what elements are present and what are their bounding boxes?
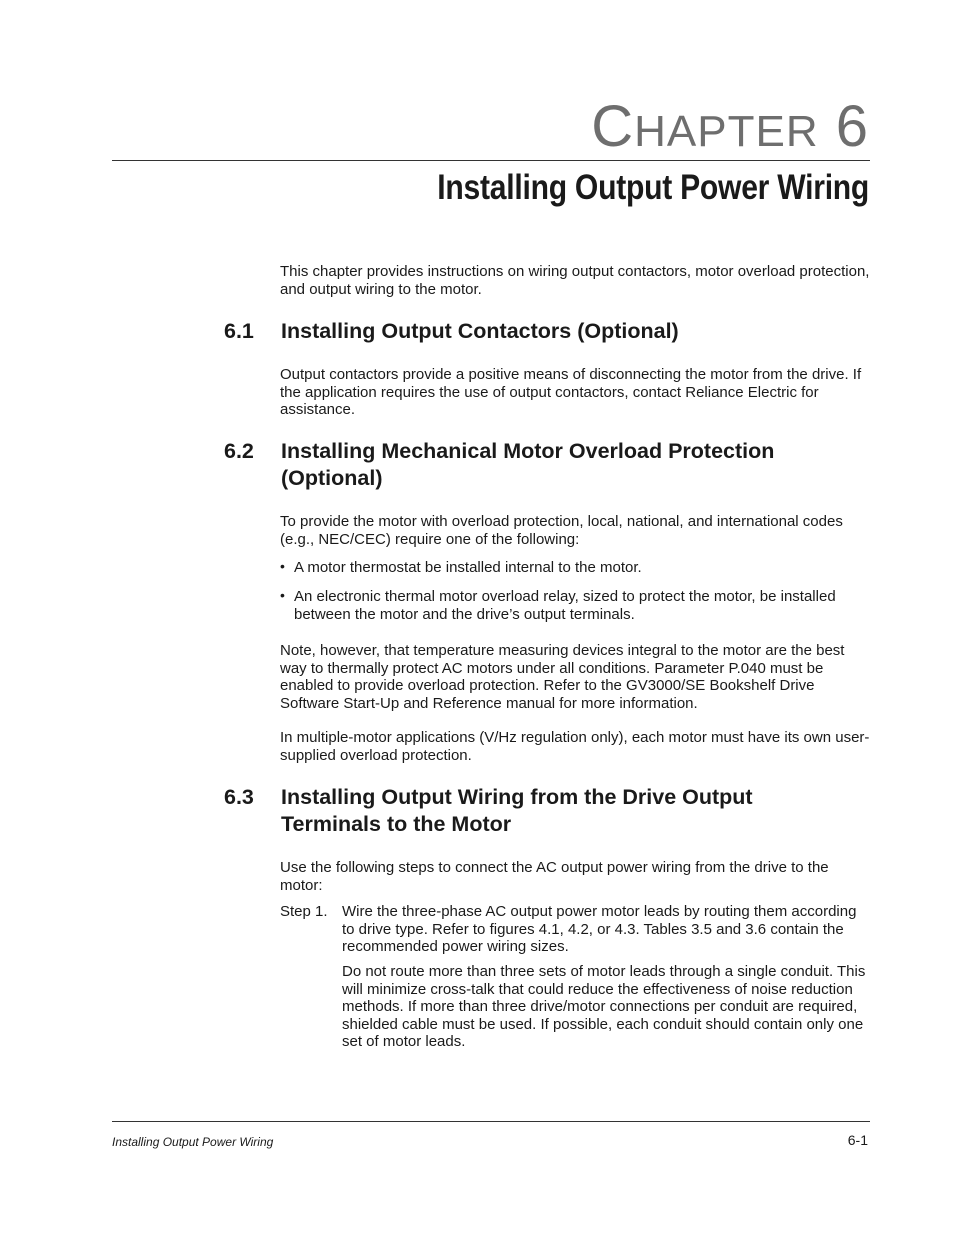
section-title: Installing Mechanical Motor Overload Protection (Optional) <box>281 439 775 490</box>
intro-paragraph: This chapter provides instructions on wiring output contactors, motor overload protection, and output wiring to the motor. <box>280 263 870 298</box>
section-number: 6.3 <box>224 785 254 809</box>
step-label: Step 1. <box>280 903 328 920</box>
list-item <box>280 588 872 623</box>
step-note <box>280 963 872 1051</box>
bullet-icon: • <box>280 587 285 603</box>
step-text: Wire the three-phase AC output power motor leads by routing them according to drive type. Refer to figures 4.1, 4.2, or 4.3. Tables 3.5 and 3.6 contain the recommended power wiring sizes. <box>342 903 857 955</box>
list-item-text: A motor thermostat be installed internal to the motor. <box>294 559 642 576</box>
section-title: Installing Output Contactors (Optional) <box>281 319 679 343</box>
chapter-label-word: HAPTER <box>634 107 819 156</box>
chapter-label <box>591 94 869 159</box>
section-number: 6.2 <box>224 439 254 463</box>
chapter-label-initial: C <box>591 94 635 159</box>
section-title: Installing Output Wiring from the Drive Output Terminals to the Motor <box>281 785 753 836</box>
list-item-text: An electronic thermal motor overload relay, sized to protect the motor, be installed between the motor and the drive’s output terminals. <box>294 588 836 623</box>
step-note-text: Do not route more than three sets of motor leads through a single conduit. This will minimize cross-talk that could reduce the effectiveness of noise reduction methods. If more than three drive/motor connections per conduit are required, shielded cable must be used. If possible, each conduit should contain only one set of motor leads. <box>342 963 866 1050</box>
footer-title: Installing Output Power Wiring <box>112 1135 274 1149</box>
section-6-2-paragraph-3: In multiple-motor applications (V/Hz regulation only), each motor must have its own user-supplied overload protection. <box>280 729 870 764</box>
section-6-3-paragraph: Use the following steps to connect the AC output power wiring from the drive to the motor: <box>280 859 829 894</box>
section-heading-6-1 <box>224 318 844 345</box>
procedure-step <box>280 903 872 956</box>
chapter-title: Installing Output Power Wiring <box>437 168 869 207</box>
section-6-2-paragraph-2: Note, however, that temperature measuring devices integral to the motor are the best way to thermally protect AC motors under all conditions. Parameter P.040 must be enabled to provide overload protection. Refer to the GV3000/SE Bookshelf Drive Software Start-Up and Reference manual for more information. <box>280 642 845 712</box>
section-number: 6.1 <box>224 319 254 343</box>
chapter-number: 6 <box>835 94 869 159</box>
list-item <box>280 559 872 577</box>
section-heading-6-3 <box>224 784 844 838</box>
section-6-1-paragraph: Output contactors provide a positive means of disconnecting the motor from the drive. If the application requires the use of output contactors, contact Reliance Electric for assistance. <box>280 366 862 418</box>
bullet-icon: • <box>280 558 285 574</box>
section-6-2-paragraph-1: To provide the motor with overload protection, local, national, and international codes (e.g., NEC/CEC) require one of the following: <box>280 513 843 548</box>
header-rule <box>112 160 870 161</box>
footer-rule <box>112 1121 870 1122</box>
page-number: 6-1 <box>847 1132 868 1148</box>
section-heading-6-2 <box>224 438 844 492</box>
